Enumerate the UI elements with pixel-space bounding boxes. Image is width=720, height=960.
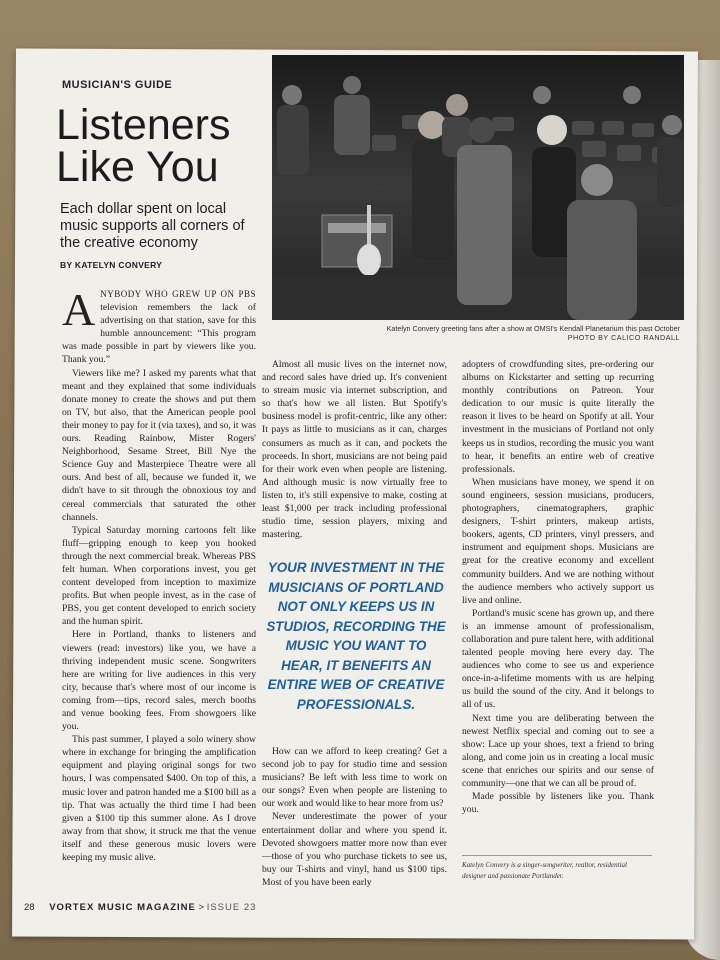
drop-cap: A [62, 284, 96, 335]
lead-text: television remembers the lack of advertising on that station, save for this humble announcement: “This program was made possible in part by viewers like you. Thank you.” [62, 302, 256, 366]
article-deck: Each dollar spent on local music supports all corners of the creative economy [60, 201, 245, 251]
paragraph: Viewers like me? I asked my parents what that meant and they explained that some individuals donate money to create the shows and put them on TV, but also, that the American people pool their money to pay for it (via taxes), and so, it was ours. Reading Rainbow, Mister Rogers' Neighborhood, Sesame Street, Bill Nye the Science Guy and Masterpiece Theatre were all ours. And best of all, because we funded it, we didn't have to sit through the obnoxious toy and cereal commercials that saturated the other channels. [62, 367, 256, 523]
author-bio: Katelyn Convery is a singer-songwriter, realtor, residential designer and passionate Portlander. [462, 861, 627, 880]
bio-divider [462, 855, 652, 856]
paragraph-continued: adopters of crowdfunding sites, pre-ordering our albums on Kickstarter and setting up recurring monthly contributions on Patreon. Your dedication to our music is quite literally the reason it lives to be heard on Spotify at all. Your investment in the musicians of Portland not only keeps us in studios, recording the music you want to hear, it benefits an entire web of creative professionals. [462, 359, 654, 475]
article-headline: Listeners Like You [56, 101, 231, 191]
page-footer [24, 902, 256, 913]
paragraph: Portland's music scene has grown up, and there is an immense amount of professionalism, collaboration and pure talent here, with additional talented people moving here every day. The audiences who come to see us and experience once-in-a-lifetime moments with us are helping us build the sound of the city. And it belongs to all of us. [462, 607, 654, 711]
paragraph: Made possible by listeners like you. Thank you. [462, 791, 654, 816]
lead-smallcaps: NYBODY WHO GREW UP ON PBS [100, 289, 256, 299]
issue-number: ISSUE 23 [206, 902, 257, 913]
pull-quote: YOUR INVESTMENT IN THE MUSICIANS OF PORTLAND NOT ONLY KEEPS US IN STUDIOS, RECORDING THE MUSIC YOU WANT TO HEAR, IT BENEFITS AN ENTIRE WEB OF CREATIVE PROFESSIONALS. [266, 560, 446, 712]
paragraph: Next time you are deliberating between the newest Netflix special and coming out to see a show: Lace up your shoes, text a friend to bring along, and come join us in creating a local music scene that enriches our spirits and our sense of community—one that we can all be proud of. [462, 712, 654, 789]
photo-credit: PHOTO BY CALICO RANDALL [567, 333, 680, 342]
column-3 [462, 358, 654, 816]
footer-separator: > [198, 902, 205, 913]
photo-illustration [272, 55, 684, 320]
paragraph: This past summer, I played a solo winery show where in exchange for bringing the amplification equipment and playing original songs for two hours, I was compensated $400. On top of this, a music lover and patron handed me a $100 bill as a tip. That was actually the third time I had been given a $100 tip this summer alone. As I drove away from that show, it struck me that the venue itself and these generous music lovers were keeping my music alive. [62, 734, 256, 864]
paragraph: Almost all music lives on the internet now, and record sales have dried up. It's convenient to stream music via internet subscription, and so that's how we all listen. But Spotify's business model is profit-centric, like any other: It pays as little to musicians as it can, charges consumers as much as it can, and pockets the proceeds. In short, musicians are not being paid for their work even when people are listening. And although music is now virtually free to listen to, it's still expensive to make, costing at least $1,000 per track including professional studio time, session players, mixing and mastering. [262, 359, 447, 541]
column-2-top [262, 358, 447, 541]
paragraph: Here in Portland, thanks to listeners and viewers (read: investors) like you, we have a thriving independent music scene. Songwriters here are writing for live audiences in this very city, because that's where most of our income is coming from—tips, record sales, merch booths and venue booking fees. From showgoers like you. [62, 629, 256, 733]
section-kicker: MUSICIAN'S GUIDE [62, 79, 173, 91]
magazine-name: VORTEX MUSIC MAGAZINE [49, 902, 196, 913]
paragraph: When musicians have money, we spend it on sound engineers, session musicians, producers, photographers, cinematographers, graphic designers, T-shirt printers, makeup artists, bookers, agents, CD printers, vinyl pressers, and instrument and equipment shops. Musicians are great for the creative economy and excellent community builders. And we are nothing without the audience members who actively support us live and online. [462, 476, 654, 606]
photo-caption [300, 324, 680, 342]
lead-paragraph [62, 284, 256, 367]
column-1 [62, 284, 256, 864]
page-number: 28 [24, 902, 35, 913]
paragraph: How can we afford to keep creating? Get a second job to pay for studio time and session musicians? Be left with less time to work on our songs? Even when people are listening to our work and would like to hear more from us? [262, 746, 447, 810]
column-2-bottom [262, 745, 447, 889]
caption-text: Katelyn Convery greeting fans after a show at OMSI's Kendall Planetarium this past October [386, 324, 680, 333]
paragraph: Typical Saturday morning cartoons felt like fluff—gripping enough to keep you hooked through the next commercial break. Whereas PBS felt human. When corporations invest, you get content developed from inception to maximize profits. But when people invest, as in the case of PBS, you get content developed to enrich society and the human spirit. [62, 524, 256, 628]
concert-photo [272, 55, 684, 320]
paragraph: Never underestimate the power of your entertainment dollar and where you spend it. Devoted showgoers matter more now than ever—those of you who purchase tickets to see us, buy our T-shirts and vinyl, hand us $100 tips. Most of you have been early [262, 811, 447, 888]
byline: BY KATELYN CONVERY [60, 260, 163, 270]
